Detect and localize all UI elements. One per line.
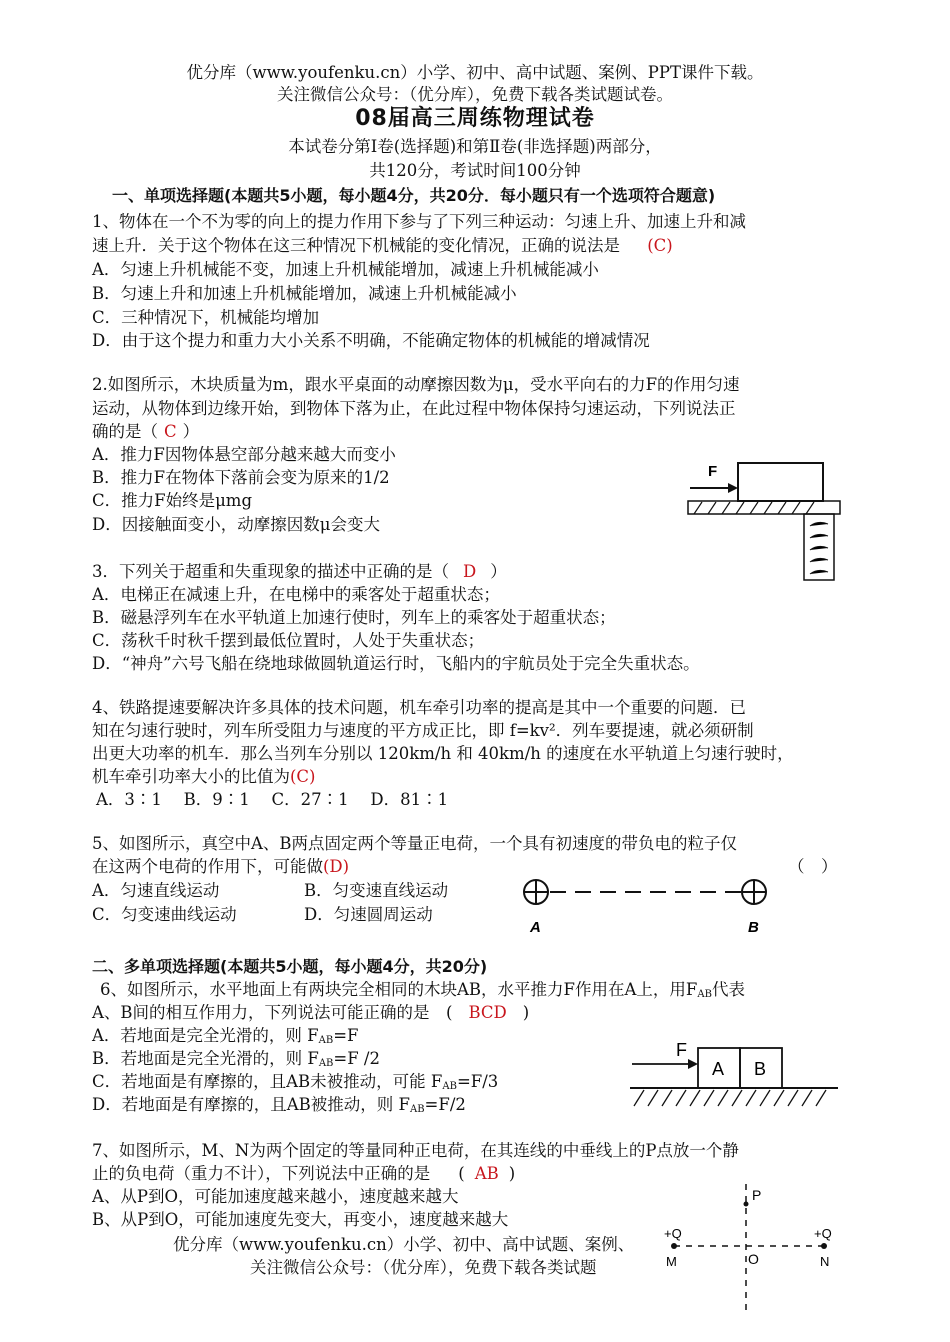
q2-figure-block xyxy=(738,463,823,501)
q6-option-c-text: C．若地面是有摩擦的，且AB未被推动，可能 F xyxy=(92,1072,443,1091)
q1-option-d: D．由于这个提力和重力大小关系不明确，不能确定物体的机械能的增减情况 xyxy=(92,331,650,350)
q1-stem-line1: 1、物体在一个不为零的向上的提力作用下参与了下列三种运动：匀速上升、加速上升和减 xyxy=(92,212,746,231)
q3-answer: D xyxy=(463,562,477,581)
q5-stem-line1: 5、如图所示，真空中A、B两点固定两个等量正电荷，一个具有初速度的带负电的粒子仅 xyxy=(92,834,738,853)
q7-option-b: B、从P到O，可能加速度先变大，再变小，速度越来越大 xyxy=(92,1210,509,1229)
q6-option-b-text: B．若地面是完全光滑的，则 F xyxy=(92,1049,319,1068)
q3-option-b: B．磁悬浮列车在水平轨道上加速行使时，列车上的乘客处于超重状态； xyxy=(92,608,616,627)
q6-stem-line1-text: 6、如图所示，水平地面上有两块完全相同的木块AB，水平推力F作用在A上，用F xyxy=(100,980,698,999)
q2-option-b: B．推力F在物体下落前会变为原来的1/2 xyxy=(92,468,390,487)
q1-stem-line2 xyxy=(92,235,673,257)
q1-stem-text: 速上升．关于这个物体在这三种情况下机械能的变化情况，正确的说法是 xyxy=(92,236,620,255)
q2-stem-line3 xyxy=(92,421,199,443)
q6-option-a-sub: AB xyxy=(318,1035,334,1046)
q6-figure xyxy=(628,1038,843,1108)
q2-option-d: D．因接触面变小，动摩擦因数μ会变大 xyxy=(92,515,380,534)
q3-option-d: D．“神舟”六号飞船在绕地球做圆轨道运行时，飞船内的宇航员处于完全失重状态。 xyxy=(92,654,700,673)
q7-figure xyxy=(660,1180,850,1320)
q2-option-a: A．推力F因物体悬空部分越来越大而变小 xyxy=(92,445,396,464)
q7-label-q-left: +Q xyxy=(664,1226,682,1241)
footer-line-1: 优分库（www.youfenku.cn）小学、初中、高中试题、案例、 xyxy=(173,1235,635,1254)
q5-option-d: D．匀速圆周运动 xyxy=(304,905,433,924)
q5-answer: (D) xyxy=(323,857,350,876)
q1-option-b: B．匀速上升和加速上升机械能增加，减速上升机械能减小 xyxy=(92,284,517,303)
q1-option-c: C．三种情况下，机械能均增加 xyxy=(92,308,320,327)
q2-answer: C xyxy=(164,422,177,441)
q7-label-o: O xyxy=(748,1251,759,1267)
exam-subtitle-2: 共120分，考试时间100分钟 xyxy=(369,161,581,180)
q2-stem-line3-text: 确的是（ xyxy=(92,422,158,441)
q4-stem-line4 xyxy=(92,766,316,788)
q5-stem-line2 xyxy=(92,856,349,878)
q6-option-a-text: A．若地面是完全光滑的，则 F xyxy=(92,1026,319,1045)
q6-stem-line2-text: A、B间的相互作用力，下列说法可能正确的是 ( xyxy=(92,1003,453,1022)
q6-label-b: B xyxy=(754,1059,767,1079)
q4-stem-line1: 4、铁路提速要解决许多具体的技术问题，机车牵引功率的提高是其中一个重要的问题．已 xyxy=(92,698,746,717)
section1-heading: 一、单项选择题(本题共5小题，每小题4分，共20分．每小题只有一个选项符合题意) xyxy=(112,186,716,205)
q2-figure xyxy=(680,450,860,585)
q3-option-a: A．电梯正在减速上升，在电梯中的乘客处于超重状态； xyxy=(92,585,500,604)
q3-close-paren: ） xyxy=(490,562,507,581)
q6-option-c-end: =F/3 xyxy=(456,1072,499,1091)
q5-charge-b xyxy=(742,880,766,904)
q6-force-label: F xyxy=(676,1040,687,1060)
q2-figure-arrow-head xyxy=(728,483,738,493)
q6-option-d xyxy=(92,1094,466,1121)
q2-stem-line1: 2.如图所示，木块质量为m，跟水平桌面的动摩擦因数为μ，受水平向右的力F的作用匀速 xyxy=(92,375,740,394)
q6-option-d-sub: AB xyxy=(409,1104,425,1115)
q4-answer: (C) xyxy=(290,767,316,786)
q4-options: A．3∶1 B．9∶1 C．27∶1 D．81∶1 xyxy=(96,790,449,809)
q2-figure-table-hatch xyxy=(694,502,814,514)
q7-charge-n xyxy=(821,1243,827,1249)
q3-stem-text: 3．下列关于超重和失重现象的描述中正确的是（ xyxy=(92,562,449,581)
q7-stem-line1: 7、如图所示，M、N为两个固定的等量同种正电荷，在其连线的中垂线上的P点放一个静 xyxy=(92,1141,739,1160)
q5-figure xyxy=(518,876,778,938)
q6-answer: BCD xyxy=(468,1003,507,1022)
q7-answer: AB xyxy=(474,1164,499,1183)
q2-figure-force-label: F xyxy=(708,463,718,480)
q2-figure-leg-hatch xyxy=(810,522,828,574)
q7-point-p xyxy=(744,1202,749,1207)
q6-stem-subscript: AB xyxy=(697,989,712,1000)
q2-stem-line2: 运动，从物体到边缘开始，到物体下落为止，在此过程中物体保持匀速运动，下列说法正 xyxy=(92,399,736,418)
q7-label-m: M xyxy=(666,1254,677,1269)
q5-option-c: C．匀变速曲线运动 xyxy=(92,905,237,924)
q5-option-a: A．匀速直线运动 xyxy=(92,881,220,900)
q6-option-d-end: =F/2 xyxy=(424,1095,466,1114)
q7-stem-line2-text: 止的负电荷（重力不计），下列说法中正确的是 xyxy=(92,1164,431,1183)
q6-option-b-end: =F /2 xyxy=(333,1049,380,1068)
q1-answer: (C) xyxy=(647,236,673,255)
q3-option-c: C．荡秋千时秋千摆到最低位置时，人处于失重状态； xyxy=(92,631,485,650)
q5-option-b: B．匀变速直线运动 xyxy=(304,881,449,900)
q6-stem-line2 xyxy=(92,1002,529,1024)
q5-label-a: A xyxy=(530,919,541,936)
q6-option-b-sub: AB xyxy=(318,1058,334,1069)
footer-line-2: 关注微信公众号：（优分库），免费下载各类试题 xyxy=(250,1258,597,1277)
q4-stem-line3: 出更大功率的机车．那么当列车分别以 120km/h 和 40km/h 的速度在水平轨道上匀速行驶时， xyxy=(92,744,794,763)
q7-label-q-right: +Q xyxy=(814,1226,832,1241)
q7-option-a: A、从P到O，可能加速度越来越小，速度越来越大 xyxy=(92,1187,459,1206)
q2-figure-table-top xyxy=(688,501,840,514)
q6-label-a: A xyxy=(712,1059,725,1079)
q5-stem-line2-text: 在这两个电荷的作用下，可能做 xyxy=(92,857,323,876)
q6-close-paren: ) xyxy=(522,1003,530,1022)
q5-charge-a xyxy=(524,880,548,904)
q6-option-d-text: D．若地面是有摩擦的，且AB被推动，则 F xyxy=(92,1095,410,1114)
q6-option-a-end: =F xyxy=(333,1026,359,1045)
q4-stem-line4-text: 机车牵引功率大小的比值为 xyxy=(92,767,290,786)
q5-label-b: B xyxy=(748,919,759,936)
exam-title: 08届高三周练物理试卷 xyxy=(355,106,595,131)
q7-stem-line2: 止的负电荷（重力不计），下列说法中正确的是 ( AB ) xyxy=(92,1164,516,1183)
q7-label-n: N xyxy=(820,1254,830,1269)
q5-blank-paren: （ ） xyxy=(788,857,838,876)
header-line-1: 优分库（www.youfenku.cn）小学、初中、高中试题、案例、PPT课件下载。 xyxy=(186,63,764,82)
q6-force-arrow-head xyxy=(688,1059,698,1069)
q7-charge-m xyxy=(671,1243,677,1249)
q6-ground-hatch xyxy=(634,1090,826,1106)
q4-stem-line2: 知在匀速行驶时，列车所受阻力与速度的平方成正比，即 f=kv²．列车要提速，就必须研制 xyxy=(92,721,754,740)
exam-subtitle-1: 本试卷分第Ⅰ卷(选择题)和第Ⅱ卷(非选择题)两部分， xyxy=(288,137,662,156)
q6-option-c-sub: AB xyxy=(442,1081,457,1092)
q2-option-c: C．推力F始终是μmg xyxy=(92,491,253,510)
header-line-2: 关注微信公众号：（优分库），免费下载各类试题试卷。 xyxy=(277,85,673,104)
q7-label-p: P xyxy=(752,1187,762,1203)
q3-stem xyxy=(92,561,507,583)
section2-heading: 二、多单项选择题(本题共5小题，每小题4分，共20分) xyxy=(92,957,488,976)
q1-option-a: A．匀速上升机械能不变，加速上升机械能增加，减速上升机械能减小 xyxy=(92,260,599,279)
q6-stem-line1-end: 代表 xyxy=(711,980,745,999)
q2-close-paren: ） xyxy=(182,422,200,441)
